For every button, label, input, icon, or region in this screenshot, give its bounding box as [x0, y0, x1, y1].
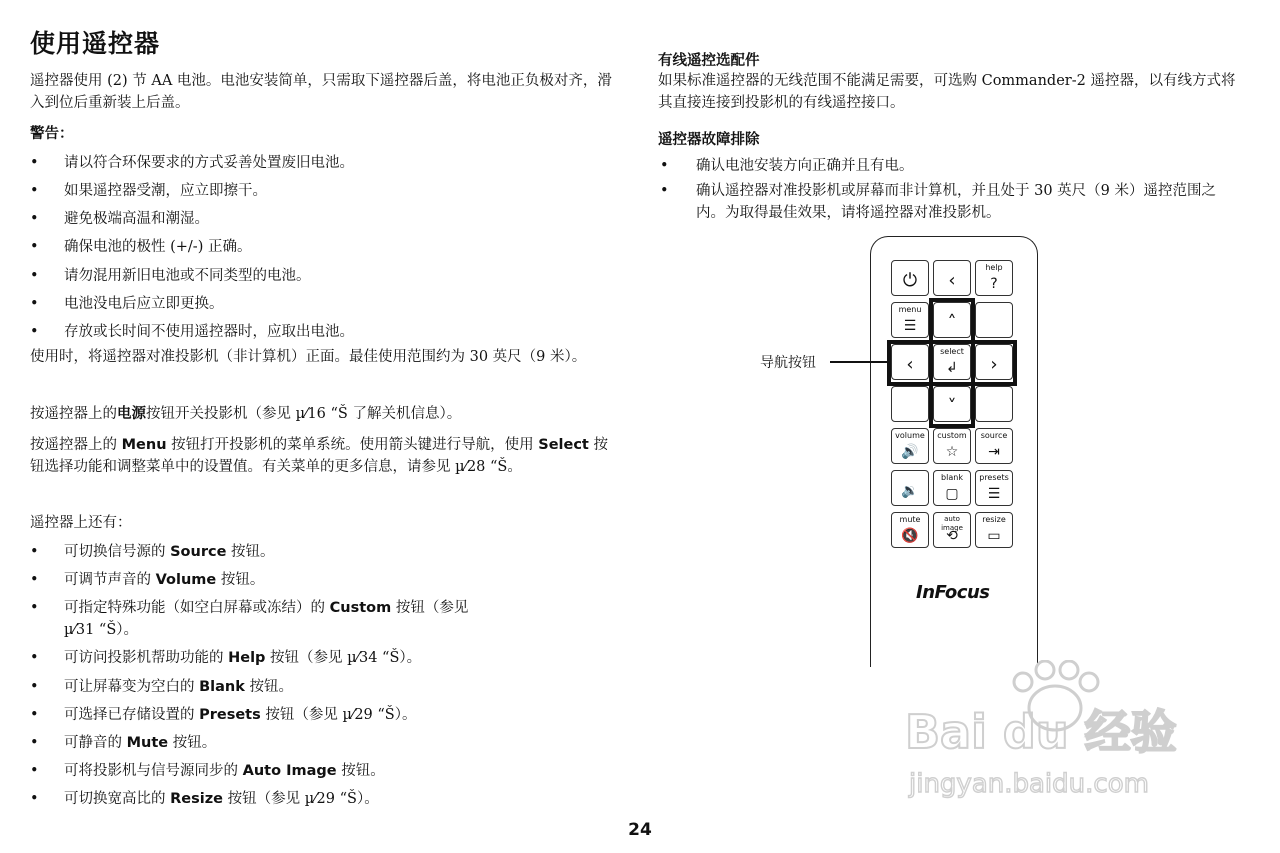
blank-button: blank ▢: [933, 470, 971, 506]
wired-paragraph: 如果标准遥控器的无线范围不能满足需要，可选购 Commander-2 遥控器，以有线方式将其直接连接到投影机的有线遥控接口。: [658, 73, 1236, 111]
chevron-down-icon: ˅: [947, 396, 957, 417]
resize-icon: ▭: [987, 528, 1001, 544]
baidu-watermark: [905, 660, 1215, 810]
help-button: help ?: [975, 260, 1013, 296]
chevron-left-icon: ‹: [948, 270, 956, 291]
volume-up-icon: 🔊: [901, 444, 919, 460]
chevron-left-icon: ‹: [906, 354, 914, 375]
power-icon: ⏻: [902, 270, 918, 291]
nav-outline-horizontal: [887, 340, 1017, 386]
usage-paragraph: 使用时，将遥控器对准投影机（非计算机）正面。最佳使用范围约为 30 英尺（9 米）。: [30, 349, 587, 365]
auto-image-button: auto image ⟲: [933, 512, 971, 548]
warning-heading: 警告：: [30, 126, 74, 142]
blank-slot: [975, 302, 1013, 338]
custom-button: custom ☆: [933, 428, 971, 464]
nav-callout-label: 导航按钮: [760, 355, 816, 371]
blank-icon: ▢: [945, 486, 959, 502]
volume-down-button: [891, 470, 929, 506]
menu-button: menu ☰: [891, 302, 929, 338]
menu-paragraph: 按遥控器上的 Menu 按钮打开投影机的菜单系统。使用箭头键进行导航，使用 Select 按钮选择功能和调整菜单中的设置值。有关菜单的更多信息，请参见 µ⁄28 “Š。: [30, 437, 608, 475]
star-icon: ☆: [945, 444, 959, 460]
presets-button: presets ☰: [975, 470, 1013, 506]
help-icon: ?: [990, 276, 998, 292]
intro-paragraph: 遥控器使用 (2) 节 AA 电池。电池安装简单，只需取下遥控器后盖，将电池正负极对齐，滑入到位后重新装上后盖。: [30, 73, 612, 111]
select-button: select ↲: [933, 344, 971, 380]
blank-slot: [891, 386, 929, 422]
power-paragraph: 按遥控器上的电源按钮开关投影机（参见 µ⁄16 “Š 了解关机信息）。: [30, 406, 462, 422]
page-number: 24: [628, 820, 652, 840]
watermark-url: jingyan.baidu.com: [909, 769, 1149, 799]
chevron-up-icon: ˄: [947, 312, 957, 333]
enter-icon: ↲: [946, 360, 958, 376]
source-icon: ⇥: [988, 444, 1000, 460]
mute-icon: 🔇: [901, 528, 919, 544]
power-button: [891, 260, 929, 296]
watermark-brand: Bai du 经验: [905, 705, 1177, 759]
blank-slot: [975, 386, 1013, 422]
menu-icon: ☰: [903, 318, 917, 334]
also-paragraph: 遥控器上还有：: [30, 515, 132, 531]
trouble-heading: 遥控器故障排除: [658, 132, 760, 148]
resize-button: resize ▭: [975, 512, 1013, 548]
auto-image-icon: ⟲: [946, 528, 958, 544]
mute-button: mute 🔇: [891, 512, 929, 548]
infocus-logo: InFocus: [916, 582, 990, 603]
chevron-right-icon: ›: [990, 354, 998, 375]
callout-line: [830, 361, 890, 363]
volume-button: volume 🔊: [891, 428, 929, 464]
wired-heading: 有线遥控选配件: [658, 53, 760, 69]
presets-icon: ☰: [987, 486, 1001, 502]
back-button: [933, 260, 971, 296]
volume-down-icon: 🔉: [901, 483, 919, 499]
page-title: 使用遥控器: [30, 29, 161, 58]
source-button: source ⇥: [975, 428, 1013, 464]
